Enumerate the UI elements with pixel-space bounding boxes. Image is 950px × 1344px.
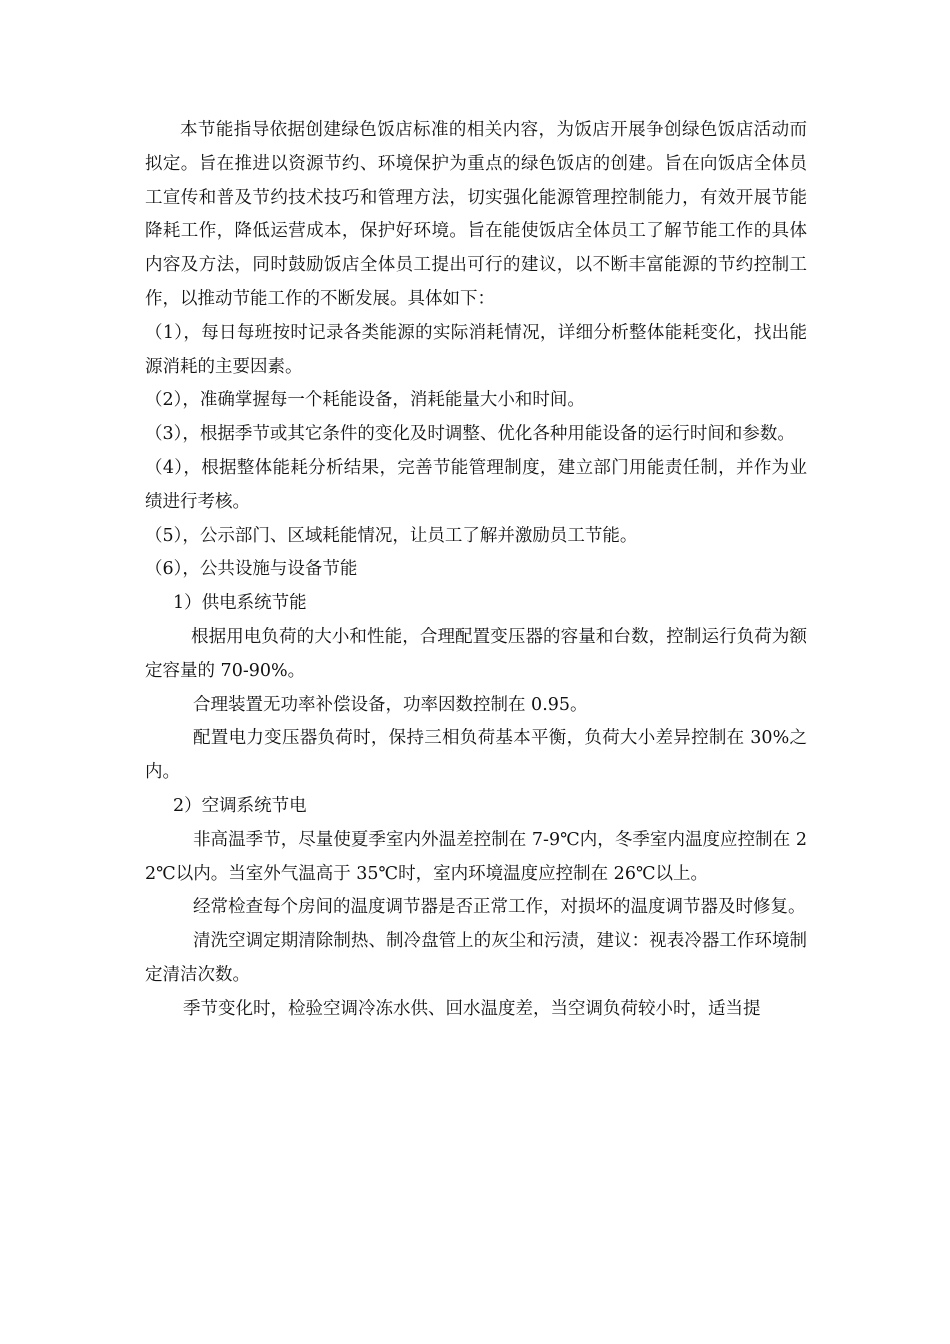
item-4-paragraph: （4），根据整体能耗分析结果，完善节能管理制度，建立部门用能责任制，并作为业绩进行考核。 — [145, 457, 807, 512]
power-supply-paragraph-1: 根据用电负荷的大小和性能，合理配置变压器的容量和台数，控制运行负荷为额定容量的 70-90%。 — [145, 626, 807, 681]
power-supply-paragraph-3: 配置电力变压器负荷时，保持三相负荷基本平衡，负荷大小差异控制在 30%之内。 — [145, 728, 807, 783]
item-5-paragraph: （5），公示部门、区域耗能情况，让员工了解并激励员工节能。 — [145, 525, 638, 546]
air-conditioning-paragraph-1: 非高温季节，尽量使夏季室内外温差控制在 7-9℃内，冬季室内温度应控制在 22℃以内。当室外气温高于 35℃时，室内环境温度应控制在 26℃以上。 — [145, 829, 807, 884]
item-3-paragraph: （3），根据季节或其它条件的变化及时调整、优化各种用能设备的运行时间和参数。 — [145, 424, 795, 445]
item-6-heading: （6），公共设施与设备节能 — [145, 559, 358, 580]
air-conditioning-paragraph-2: 经常检查每个房间的温度调节器是否正常工作，对损坏的温度调节器及时修复。 — [193, 897, 806, 918]
air-conditioning-paragraph-3: 清洗空调定期清除制热、制冷盘管上的灰尘和污渍，建议：视表冷器工作环境制定清洁次数。 — [145, 931, 807, 985]
item-2-paragraph: （2），准确掌握每一个耗能设备，消耗能量大小和时间。 — [145, 390, 585, 411]
intro-paragraph: 本节能指导依据创建绿色饭店标准的相关内容，为饭店开展争创绿色饭店活动而拟定。旨在推进以资源节约、环境保护为重点的绿色饭店的创建。旨在向饭店全体员工宣传和普及节约技术技巧和管理方法，切实强化能源管理控制能力，有效开展节能降耗工作，降低运营成本，保护好环境。旨在能使饭店全体员工了解节能工作的具体内容及方法，同时鼓励饭店全体员工提出可行的建议，以不断丰富能源的节约控制工作，以推动节能工作的不断发展。具体如下： — [145, 120, 807, 309]
air-conditioning-paragraph-4: 季节变化时，检验空调冷冻水供、回水温度差，当空调负荷较小时，适当提 — [183, 998, 761, 1019]
power-supply-paragraph-2: 合理装置无功率补偿设备，功率因数控制在 0.95。 — [193, 694, 588, 715]
document-body — [145, 114, 807, 1027]
subsection-power-supply-heading: 1）供电系统节能 — [173, 593, 307, 614]
item-1-paragraph: （1），每日每班按时记录各类能源的实际消耗情况，详细分析整体能耗变化，找出能源消耗的主要因素。 — [145, 322, 807, 377]
subsection-air-conditioning-heading: 2）空调系统节电 — [173, 795, 307, 816]
